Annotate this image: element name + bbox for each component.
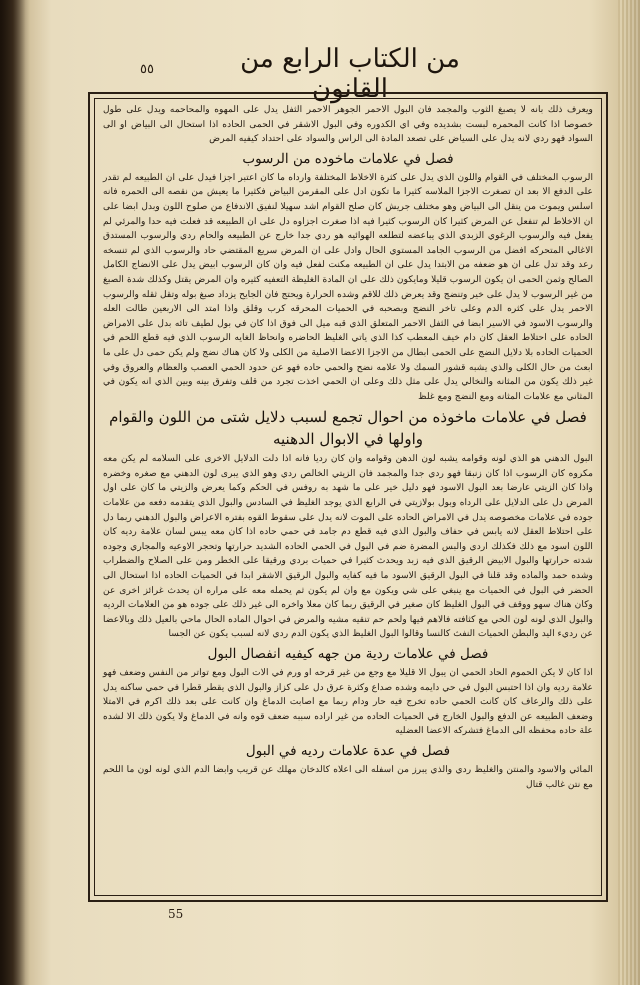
section-1-heading: فصل في علامات ماخوده من الرسوب	[242, 150, 454, 167]
section-2-heading: فصل في علامات ماخوذه من احوال تجمع لسبب دلايل شتى من اللون والقوام واولها في الابوال الدهنيه	[109, 408, 587, 449]
text-frame	[88, 92, 608, 902]
page-number-top: ٥٥	[140, 62, 154, 77]
running-head: من الكتاب الرابع من القانون	[240, 44, 460, 104]
section-2-text: البول الدهني هو الذي لونه وقوامه يشبه لون الدهن وقوامه وان كان رديا فانه اذا دلت الدلايل الاخرى على السلامه لم يكن معه مكروه كان الرسوب اذا كان زنبقا فهو ردي جدا والمجمد فان الزيتي الخالص ردي وهو الذي يبرى لون الدهني مع صغره وخضره واذا كان الزيتي عارضا بعد البول الاسود فهو دليل خير على ما شهد به روفس في الحكم وكما يعرض والزيتي ما كان على اول المرض دل على الدلايل على الرداه وبول بولازيتي في الرابع الذي يوجد الغليظ في السادس والبول الذي يتقدمه دفعه من علامات جوده في علامات مخصوصه يدل في الامراض الحاده على الموت لانه يدل على سقوط القوه بفتره الاعراض والبول الدهني ربما دل على احتلاط العقل لانه يابس في حفاف والبول الذي فيه قطع دم جامد في حمي حاده اذا كان معه يبس لسان علامة رديه كان اللون اسود مع ذلك فكذلك اردي والبس المضرة ضم في البول في الحمي الحاده الشديد حرارتها وتحجر الاوعيه والمجاري وجوده شدته حرارتها والبول الابيض الرقيق الذي فيه زبد ويحدث كثيرا في حميات بردي ورقيقا على الخطر ومن على الصلاح والضطراب وشده حمد والماده وقد قلنا في البول الرقيق الاسود ما فيه كفايه والبول الرقيق الاشقر ابدا في الحميات الحاده اذا استحال الى الحضر في البول في الحميات مع ينبغي على شي ويكون مع وان لم يكون ثم يحمله معه على مراره ان يحدث غرائز اخرى عن وكان هناك سهو ووقف في البول الغليظ كان صغير في الرقيق ربما كان معلا واخره الى غير ذلك على جوده هو من العلامات الرديه والبول الذي لونه لون الحي مع كثافته فالاهم فيها ولحم حم تنقيه مشيه والمرض في احوال الماده الحال ماحي بالعيل ذلك وبالاعضا عن رديء اليد والبطن الحميات النفث كالنسا وقالوا البول الغليظ الذي يكون الدم ردي لانه لسبب يكون عن الجسا	[103, 453, 593, 640]
section-4-text: المائي والاسود والمنتن والغليظ ردي والذي يبرز من اسفله الى اعلاه كالدخان مهلك عن قريب وابضا الدم الذي لونه لون ما اللحم مع نتن غالب قتال	[103, 763, 593, 790]
section-3-text: اذا كان لا يكن الحموم الحاد الحمي ان يبول الا قليلا مع وجع من غير قرحه او ورم في الات البول ومع تواتر من النفس وضعف فهو علامة رديه وان اذا احتبس البول في حي دايمه وشده صداع وكثرة عرق دل على كزاز والبول الذي يقطر قطرا في حمي ساكنه يدل على ذلك والرعاف كان كانت الحمي حاده تخرج فيه حار ودام ربما مع اصابت الدماغ وان كانت على بعد ذلك اكرم في الامتلا وضعف الطبيعه عن الدفع والبول الخارج في الحميات الحاده من غير اراده سببه ضعف قوه وانه في الدماغ ولا يكون ذلك الا لشده علة حاده محفظه الى الدماغ فتشركه الاعضا العضليه	[103, 667, 593, 737]
section-3-heading: فصل في علامات ردية من جهه كيفيه انفصال البول	[207, 646, 489, 662]
section-1-text: الرسوب المختلف في القوام واللون الذي يدل على كثرة الاخلاط المختلفة وارداه ما كان اعتبر اجزا فيدل على ان الطبيعه لم تقدر على الدفع الا بعد ان تصغرت الاجزا الملاسه كثيرا ما تكون ادل على المقرمن البياض فكثيرا ما يعيش من نقصه الى الحمره فانه اسلس ويموت من ينقل الى البياض وهو مختلف جريش كان صلح القوام اشد سهيلا لنفيق الاندفاع من صلوح اللون وبدل ابضا على ان الاخلاط لم تنفعل عن المرض كثيرا كان الرسوب كثيرا فيه اذا صغرت اجزاوه دل على ان الطبيعه قد فعلت فيه حدا والمرئي لم يفعل فيه والرسوب الرغوي الزبدي الذي يباعضه لتطلعه الهوائيه هو ردي جدا خارج عن الطبيعه والحام ردي والرسوب المستدق الاغالي المتحركه افضل من الرسوب الجامد المستوي الحال وادل على ان المرض سريع المقتضي حاد والرسوب الذي لم تنسخه رعد وقد تدل على ان هو ضعفه من الابتدا يدل على ان الطبيعه مكنت لفعل فيه وان كان الرسوب ابيض يدل على الانضاج الكامل الصالح وثمن الحمى ان يكون الرسوب قليلا ومايكون ذلك على ان المادة الغليظة التعفيه كثيره وان المرض يقتل وكذلك شدة الصبغ من غير الرسوب لا يدل على خير وتنضج وقد يعرض ذلك للاقم وشده الحرارة ويحتج فان الجايح يزداد صبغ بوله وتقل ثقله والرسوب الاحمر يدل على كثره الدم وعلى تاخر النضج وبصحبه في الحميات المحرقه كرب وقلق واذا امتد الى الاربعين طالت العله والرسوب الاسود في الاسير ابضا في الثفل الاحمر المتعلق الذي قبه ميل الى فوق اذا كان في بول لطيف تائه بدل على الامراض الحاده على احتلاط العقل كان دام خيف المعطب كذا الذي ياتي الغليظ الحاضره وانحاظ الغايه الرسوب الذي فيه قطع اللحم في الحميات الحاده بلا دلايل النضج على الحمى ابطال من الاجزا الاعضا الاصلية من الكلى ولا كان هناك نضج ولم يكن حمى دل على ما ابعث من حال الكلى والذي يشبه قشور السمك ولا علامه نضح والحمي حاده فهو عن حدود الحمي العصب والعظام والعروق وفي غير ذلك يكون من المثانه والنخالي يدل على مثل ذلك وعلى ان الحمي اخذت تجرد من قلف وتفرق بينه وبين الذي انه يكون في المثاني مع علامات المثانه ومع النضج ومع غلظ	[103, 171, 593, 402]
page-number-bottom: 55	[168, 907, 184, 921]
section-4-heading: فصل في عدة علامات رديه في البول	[245, 742, 451, 759]
text-body	[94, 98, 602, 896]
page-edge	[618, 0, 640, 985]
section-0-text: ويعرف ذلك بانه لا يصبغ الثوب والمجمد فان البول الاحمر الجوهر الاحمر الثفل يدل على المهوه والمحاحمه ويدل على طول خصوصا اذا كانت المحمره لبست بشديده وفي اي الكدوره وفي البول الاشقر في الحمى الحاده اذا استحال الى البياض او الى السواد فهو ردي لانه يدل على السياض على تصعد المادة الى الراس والسواد على احتداد كيفيه المرض	[103, 104, 593, 145]
spine-shadow	[0, 0, 30, 985]
